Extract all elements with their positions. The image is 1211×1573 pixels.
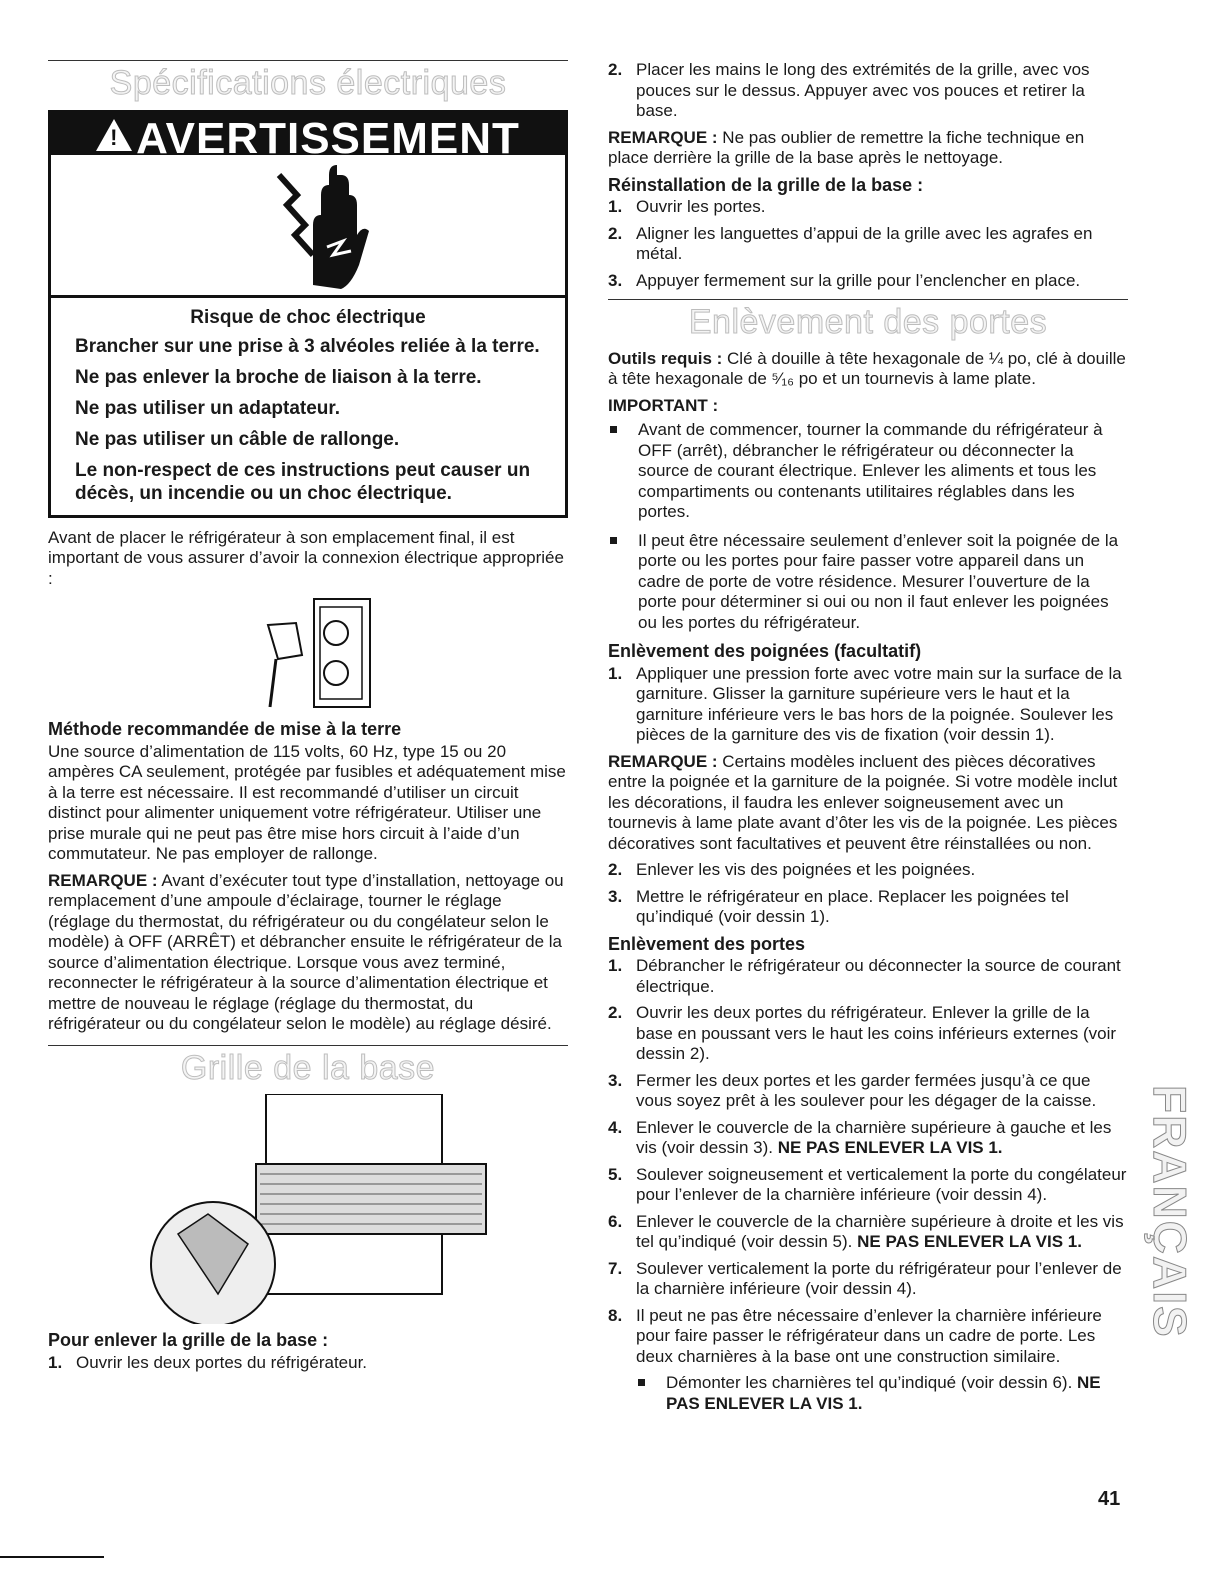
- section-title-electrical: Spécifications électriques: [109, 64, 507, 102]
- warning-header-text: AVERTISSEMENT: [136, 113, 520, 163]
- step-item: 3. Appuyer fermement sur la grille pour l’enclencher en place.: [608, 270, 1081, 290]
- warning-triangle-icon: !: [96, 119, 132, 151]
- step-item: 5. Soulever soigneusement et verticalement la porte du congélateur pour l’enlever de la charnière inférieure (voir dessin 4).: [608, 1164, 1127, 1204]
- step-item: 1. Ouvrir les deux portes du réfrigérateur.: [48, 1352, 368, 1372]
- section-title-doors: Enlèvement des portes: [688, 303, 1048, 341]
- warning-body: [51, 298, 565, 515]
- base-grille-illustration: [48, 1094, 568, 1324]
- note-paragraph: REMARQUE : Ne pas oublier de remettre la fiche technique en place derrière la grille de la base après le nettoyage.: [608, 127, 1085, 167]
- step-item: 4. Enlever le couvercle de la charnière supérieure à gauche et les vis (voir dessin 3). NE PAS ENLEVER LA VIS 1.: [608, 1117, 1112, 1157]
- step-item: 2. Enlever les vis des poignées et les poignées.: [608, 860, 976, 879]
- bullet-item: Avant de commencer, tourner la commande du réfrigérateur à OFF (arrêt), débrancher le réfrigérateur ou déconnecter la source de courant électrique. Enlever les aliments et tous les compartiments ou contenants utilitaires réglables dans les portes.: [608, 420, 1128, 523]
- electrical-intro: Avant de placer le réfrigérateur à son emplacement final, il est important de vous assurer d’avoir la connexion électrique appropriée :: [48, 527, 564, 588]
- step-item: 1. Ouvrir les portes.: [608, 197, 766, 216]
- warning-line: Ne pas utiliser un câble de rallonge.: [75, 428, 400, 450]
- outlet-illustration: [48, 595, 568, 713]
- warning-line: Brancher sur une prise à 3 alvéoles reliée à la terre.: [75, 335, 540, 357]
- warning-box: [48, 110, 568, 518]
- warning-risk: Risque de choc électrique: [190, 306, 426, 328]
- method-heading: Méthode recommandée de mise à la terre: [48, 719, 402, 739]
- sub-bullet-item: Démonter les charnières tel qu’indiqué (voir dessin 6). NE PAS ENLEVER LA VIS 1.: [608, 1373, 1128, 1414]
- language-side-tab: FRANÇAIS: [1144, 1085, 1196, 1339]
- left-column: [48, 60, 568, 1379]
- important-label: IMPORTANT :: [608, 395, 719, 415]
- method-text: Une source d’alimentation de 115 volts, 60 Hz, type 15 ou 20 ampères CA seulement, protégée par fusibles et adéquatement mise à la terre est nécessaire. Il est recommandé d’utiliser un circuit distinct pour alimenter uniquement votre réfrigérateur. Utiliser une prise murale qui ne peut pas être mise hors circuit à l’aide d’un commutateur. Ne pas employer de rallonge.: [48, 741, 566, 863]
- section-title-grille: Grille de la base: [180, 1048, 436, 1087]
- step-item: 2. Aligner les languettes d’appui de la grille avec les agrafes en métal.: [608, 223, 1093, 263]
- remove-grille-heading: Pour enlever la grille de la base :: [48, 1330, 329, 1350]
- section-rule: [48, 1045, 568, 1046]
- step-item: 1. Appliquer une pression forte avec votre main sur la surface de la garniture. Glisser la garniture supérieure vers le haut et la garniture inférieure vers le bas hors de la poignée. Soulever les pièces de la garniture des vis de fixation (voir dessin 1).: [608, 663, 1122, 744]
- note-text: Avant d’exécuter tout type d’installation, nettoyage ou remplacement d’une ampoule d’éclairage, tourner le réglage (réglage du thermostat, du réfrigérateur ou du congélateur selon le modèle) à OFF (ARRÊT) et débrancher ensuite le réfrigérateur de la source d’alimentation électrique. Lorsque vous avez terminé, reconnecter le réfrigérateur à la source d’alimentation électrique et mettre de nouveau le réglage (réglage du thermostat, du réfrigérateur ou du congélateur selon le modèle) au réglage désiré.: [48, 870, 564, 1033]
- page-number: 41: [1098, 1488, 1121, 1510]
- step-item: 2. Ouvrir les deux portes du réfrigérateur. Enlever la grille de la base en poussant vers le haut les coins inférieurs externes (voir dessin 2).: [608, 1003, 1117, 1063]
- section-rule: [48, 60, 568, 61]
- section-rule: [608, 299, 1128, 300]
- footer-mark: [0, 1556, 104, 1558]
- step-item: 2. Placer les mains le long des extrémités de la grille, avec vos pouces sur le dessus. Appuyer avec vos pouces et retirer la base.: [608, 60, 1090, 120]
- step-item: 8. Il peut ne pas être nécessaire d’enlever la charnière inférieure pour faire passer le réfrigérateur dans un cadre de porte. Les deux charnières à la base ont une construction similaire.: [608, 1305, 1102, 1366]
- note-label: REMARQUE :: [48, 870, 158, 890]
- step-item: 1. Débrancher le réfrigérateur ou déconnecter la source de courant électrique.: [608, 956, 1121, 996]
- step-item: 6. Enlever le couvercle de la charnière supérieure à droite et les vis tel qu’indiqué (voir dessin 5). NE PAS ENLEVER LA VIS 1.: [608, 1211, 1124, 1251]
- doors-heading: Enlèvement des portes: [608, 933, 806, 954]
- note-paragraph: REMARQUE : Certains modèles incluent des pièces décoratives entre la poignée et la garniture de la poignée. Si votre modèle inclut les décorations, il faudra les enlever soigneusement avec un tournevis à lame plate avant d’ôter les vis de la poignée. Les pièces décoratives sont facultatives et peuvent être réinstallées ou non.: [608, 751, 1118, 853]
- warning-line: Ne pas enlever la broche de liaison à la terre.: [75, 366, 482, 388]
- electric-shock-hand-icon: [51, 155, 565, 298]
- warning-line: Le non-respect de ces instructions peut causer un décès, un incendie ou un choc électrique.: [75, 459, 531, 504]
- step-item: 3. Mettre le réfrigérateur en place. Replacer les poignées tel qu’indiqué (voir dessin 1).: [608, 886, 1069, 926]
- note-paragraph: [48, 871, 568, 1035]
- right-column: [608, 60, 1128, 1420]
- bullet-item: Il peut être nécessaire seulement d’enlever soit la poignée de la porte ou les portes pour faire passer votre appareil dans un cadre de porte de votre résidence. Mesurer l’ouverture de la porte pour déterminer si oui ou non il faut enlever les poignées ou les portes du réfrigérateur.: [608, 531, 1128, 634]
- warning-line: Ne pas utiliser un adaptateur.: [75, 397, 341, 419]
- tools-paragraph: Outils requis : Clé à douille à tête hexagonale de ¼ po, clé à douille à tête hexagonale de ⁵⁄₁₆ po et un tournevis à lame plate.: [608, 348, 1126, 388]
- warning-header: [51, 113, 565, 163]
- handles-heading: Enlèvement des poignées (facultatif): [608, 641, 922, 661]
- step-item: 7. Soulever verticalement la porte du réfrigérateur pour l’enlever de la charnière inférieure (voir dessin 4).: [608, 1258, 1122, 1298]
- reinstall-heading: Réinstallation de la grille de la base :: [608, 174, 924, 195]
- step-item: 3. Fermer les deux portes et les garder fermées jusqu’à ce que vous soyez prêt à les soulever pour les dégager de la caisse.: [608, 1070, 1097, 1110]
